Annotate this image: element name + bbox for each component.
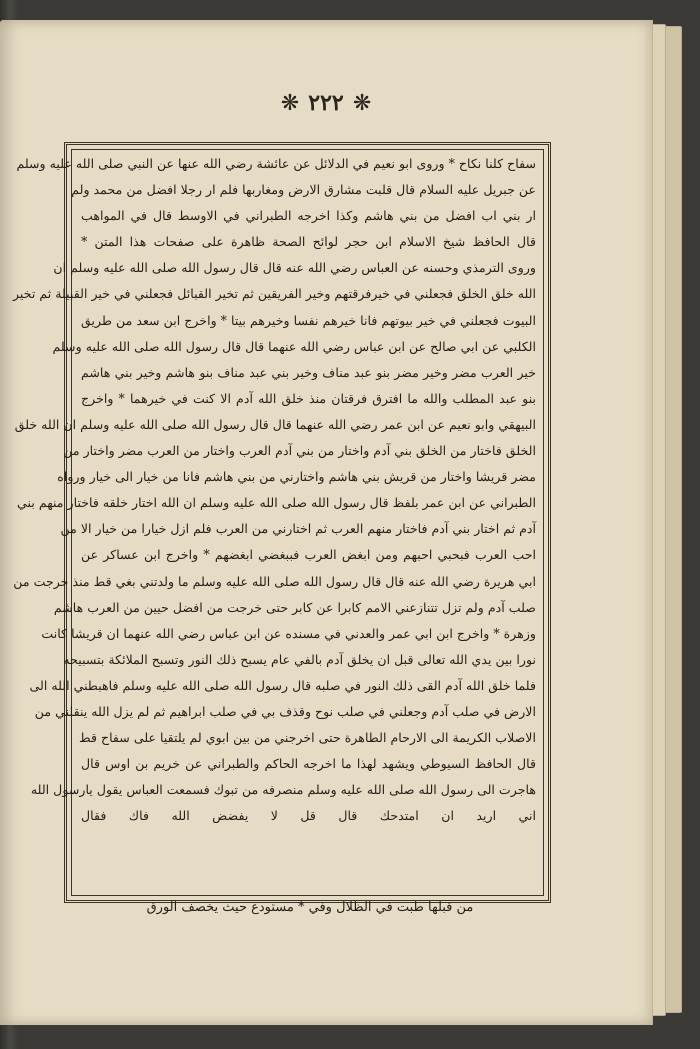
text-line: فلما خلق الله آدم القى ذلك النور في صلبه قال رسول الله صلى الله عليه وسلم فاهبطني الله الى: [29, 677, 536, 693]
ornament-right: ❋: [280, 90, 300, 116]
text-line: الخلق فاختار من الخلق بني آدم واختار من بني آدم العرب واختار من العرب مضر واختار من: [63, 443, 536, 459]
text-line: اني اريد ان امتدحك قال قل لا يفضض الله فاك فقال: [81, 808, 536, 824]
text-line: وروى الترمذي وحسنه عن العباس رضي الله عنه قال قال رسول الله صلى الله عليه وسلم ان: [53, 260, 536, 276]
text-line: الارض في صلب آدم وجعلني في صلب نوح وقذف بي في صلب ابراهيم ثم لم يزل الله ينقلني من: [34, 703, 536, 719]
text-line: صلب آدم ولم تزل تتنازعني الامم كابرا عن كابر حتى خرجت من افضل حيين من العرب هاشم: [53, 599, 536, 615]
text-line: احب العرب فبحبي احبهم ومن ابغض العرب فببغضي ابغضهم * واخرج ابن عساكر عن: [81, 547, 536, 563]
text-line: هاجرت الى رسول الله صلى الله عليه وسلم منصرفه من تبوك فسمعت العباس يقول يارسول الله: [30, 782, 536, 798]
body-text: [12, 151, 536, 829]
book-page: [0, 20, 653, 1025]
page-header: [0, 90, 652, 116]
text-line: ار بني اب افضل من بني هاشم وكذا اخرجه الطبراني في الاوسط قال في المواهب: [81, 208, 536, 224]
text-line: آدم ثم اختار بني آدم فاختار منهم العرب ثم اختارني من العرب فلم ازل خيارا من خيار الا من: [60, 521, 536, 537]
text-line: البيهقي وابو نعيم عن ابن عمر رضي الله عنهما قال قال رسول الله صلى الله عليه وسلم ان الله خلق: [14, 416, 536, 432]
text-line: الاصلاب الكريمة الى الارحام الطاهرة حتى اخرجني من بين ابوي لم يلتقيا على سفاح قط: [78, 730, 536, 746]
text-line: قال الحافظ شيخ الاسلام ابن حجر لوائح الصحة ظاهرة على صفحات هذا المتن *: [81, 234, 536, 250]
text-line: الكلبي عن ابي صالح عن ابن عباس رضي الله عنهما قال قال رسول الله صلى الله عليه وسلم: [52, 338, 536, 354]
text-line: عن جبريل عليه السلام قال قلبت مشارق الارض ومغاربها فلم ار رجلا افضل من محمد ولم: [71, 182, 536, 198]
text-line: ابي هريرة رضي الله عنه قال قال رسول الله صلى الله عليه وسلم ما ولدتني بغي قط منذ خرجت من: [13, 573, 536, 589]
text-line: نورا بين يدي الله تعالى قبل ان يخلق آدم بالفي عام يسبح ذلك النور وتسبح الملائكة بتسبيحه: [63, 651, 536, 667]
verse-line: من قبلها طبت في الظلال وفي * مستودع حيث يخصف الورق: [146, 900, 474, 915]
text-line: مضر قريشا واختار من قريش بني هاشم واختارني من بني هاشم فانا من خيار الى خيار ورواه: [57, 469, 536, 485]
text-line: خير العرب مضر وخير مضر بنو عبد مناف وخير بني عبد مناف بنو هاشم وخير بني هاشم: [81, 364, 536, 380]
text-line: بنو عبد المطلب والله ما افترق فرقتان منذ خلق الله آدم الا كنت في خيرهما * واخرج: [81, 390, 536, 406]
text-line: الطبراني عن ابن عمر بلفظ قال رسول الله صلى الله عليه وسلم ان الله اختار خلقه فاختار منهم بني: [17, 495, 536, 511]
text-line: وزهرة * واخرج ابن ابي عمر والعدني في مسنده عن ابن عباس رضي الله عنهما ان قريشا كانت: [41, 625, 536, 641]
ornament-left: ❋: [352, 90, 372, 116]
page-number: ٢٢٢: [308, 90, 344, 116]
text-frame: [12, 142, 551, 903]
text-line: الله خلق الخلق فجعلني في خيرفرقتهم وخير الفريقين ثم تخير القبائل فجعلني في خير القبيلة ثم تخير: [12, 286, 536, 302]
text-line: قال الحافظ السيوطي ويشهد لهذا ما اخرجه الحاكم والطبراني عن خريم بن اوس قال: [81, 756, 536, 772]
text-line: البيوت فجعلني في خير بيوتهم فانا خيرهم نفسا وخيرهم بيتا * واخرج ابن سعد من طريق: [81, 312, 536, 328]
text-line: سفاح كلنا نكاح * وروى ابو نعيم في الدلائل عن عائشة رضي الله عنها عن النبي صلى الله عليه وسلم: [16, 156, 536, 171]
